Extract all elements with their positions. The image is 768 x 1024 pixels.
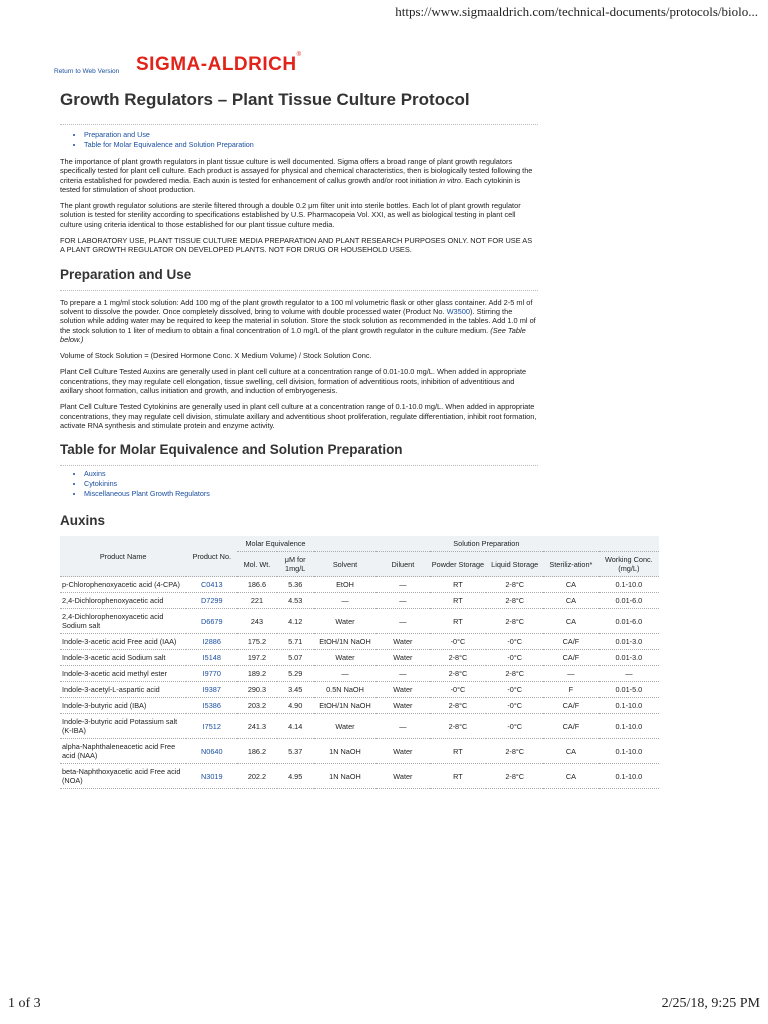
cell-mw: 221 — [237, 593, 276, 609]
product-link-w3500[interactable]: W3500 — [446, 306, 470, 316]
table-row — [60, 714, 659, 739]
cell-working: 0.1-10.0 — [599, 714, 659, 739]
table-row — [60, 609, 659, 634]
product-number-link[interactable]: I2886 — [202, 637, 221, 647]
cell-liquid: 2-8°C — [486, 609, 543, 634]
cell-working: 0.01-6.0 — [599, 609, 659, 634]
cell-steril: CA/F — [543, 698, 599, 714]
cell-name: Indole-3-acetic acid Sodium salt — [60, 650, 186, 666]
cell-mw: 175.2 — [237, 634, 276, 650]
col-product-no: Product No. — [186, 536, 237, 577]
cell-no — [186, 698, 237, 714]
prep-paragraph-cytokinins: Plant Cell Culture Tested Cytokinins are generally used in plant cell culture at a concentration range of 0.1-10.0 mg/L. When added in appropriate concentrations, they may regulate cell division, stimulate axillary and adventitious shoot proliferation, regulate differentiation, inhibit root formation, activate RNA synthesis and stimulate protein and enzyme activity. — [60, 402, 537, 430]
col-mol-wt: Mol. Wt. — [237, 552, 276, 577]
section-heading-preparation: Preparation and Use — [60, 266, 192, 282]
cell-working: — — [599, 666, 659, 682]
cell-um: 3.45 — [277, 682, 314, 698]
toc-item-molar-table[interactable] — [84, 140, 538, 150]
toc-link-preparation[interactable]: Preparation and Use — [84, 130, 150, 139]
cell-name: p-Chlorophenoxyacetic acid (4-CPA) — [60, 577, 186, 593]
cell-diluent: — — [376, 609, 429, 634]
cell-powder: 2-8°C — [430, 650, 487, 666]
brand-bar — [54, 52, 538, 78]
cell-liquid: 2-8°C — [486, 739, 543, 764]
intro-paragraph-1: The importance of plant growth regulators in plant tissue culture is well documented. Sigma offers a broad range of plant growth regulators specifically tested for plant cell culture. Each product is assayed for physical and chemical characteristics, then is biologically tested following the criteria established for powdered media. Each auxin is tested for enhancement of callus growth and/or root initiation in vitro. Each cytokinin is tested for stimulation of shoot production. — [60, 157, 533, 194]
section-heading-auxins: Auxins — [60, 513, 106, 529]
cell-working: 0.01-6.0 — [599, 593, 659, 609]
cell-steril: CA/F — [543, 714, 599, 739]
cell-powder: RT — [430, 764, 487, 789]
table-row — [60, 739, 659, 764]
cell-diluent: — — [376, 593, 429, 609]
cell-um: 4.14 — [277, 714, 314, 739]
cell-um: 4.53 — [277, 593, 314, 609]
cell-name: Indole-3-acetic acid Free acid (IAA) — [60, 634, 186, 650]
cell-mw: 197.2 — [237, 650, 276, 666]
cell-working: 0.1-10.0 — [599, 739, 659, 764]
cell-um: 5.36 — [277, 577, 314, 593]
cell-diluent: — — [376, 577, 429, 593]
cell-powder: RT — [430, 739, 487, 764]
print-footer-datetime: 2/25/18, 9:25 PM — [661, 996, 760, 1011]
cell-name: Indole-3-butyric acid (IBA) — [60, 698, 186, 714]
table-row — [60, 634, 659, 650]
cell-solvent: — — [314, 593, 377, 609]
cell-working: 0.01-3.0 — [599, 650, 659, 666]
prep-paragraph-auxins: Plant Cell Culture Tested Auxins are generally used in plant cell culture at a concentration range of 0.01-10.0 mg/L. When added in appropriate concentrations, they may regulate cell elongation, tissue swelling, cell division, formation of adventitious roots, inhibition of adventitious and axillary shoot formation, callus initiation and growth, and induction of embryogenesis. — [60, 367, 527, 396]
table-link-miscellaneous[interactable]: Miscellaneous Plant Growth Regulators — [84, 489, 210, 499]
col-product-name: Product Name — [60, 536, 186, 577]
cell-steril: CA — [543, 577, 599, 593]
cell-diluent: Water — [376, 739, 429, 764]
cell-name: Indole-3-butyric acid Potassium salt (K-IBA) — [60, 714, 186, 739]
product-number-link[interactable]: D6679 — [201, 616, 223, 626]
cell-powder: -0°C — [430, 682, 487, 698]
col-um-per-mgl: μM for 1mg/L — [277, 552, 314, 577]
col-diluent: Diluent — [376, 552, 429, 577]
cell-no — [186, 593, 237, 609]
cell-powder: RT — [430, 577, 487, 593]
cell-steril: F — [543, 682, 599, 698]
cell-mw: 290.3 — [237, 682, 276, 698]
cell-working: 0.01-5.0 — [599, 682, 659, 698]
product-number-link[interactable]: D7299 — [201, 596, 223, 606]
cell-name: alpha-Naphthaleneacetic acid Free acid (NAA) — [60, 739, 186, 764]
cell-mw: 186.6 — [237, 577, 276, 593]
col-solvent: Solvent — [314, 552, 377, 577]
cell-liquid: -0°C — [486, 682, 543, 698]
cell-solvent: Water — [314, 609, 377, 634]
cell-um: 5.37 — [277, 739, 314, 764]
cell-powder: RT — [430, 609, 487, 634]
col-sterilization: Steriliz-ation* — [543, 552, 599, 577]
cell-diluent: — — [376, 666, 429, 682]
table-row — [60, 682, 659, 698]
toc-link-molar-table[interactable]: Table for Molar Equivalence and Solution Preparation — [84, 140, 254, 149]
cell-liquid: -0°C — [486, 698, 543, 714]
cell-diluent: Water — [376, 682, 429, 698]
table-of-contents — [60, 124, 538, 150]
group-solution-preparation: Solution Preparation — [314, 536, 659, 552]
cell-um: 5.71 — [277, 634, 314, 650]
cell-solvent: 0.5N NaOH — [314, 682, 377, 698]
cell-no — [186, 714, 237, 739]
cell-diluent: Water — [376, 634, 429, 650]
cell-powder: RT — [430, 593, 487, 609]
cell-mw: 203.2 — [237, 698, 276, 714]
cell-steril: CA/F — [543, 650, 599, 666]
cell-powder: 2-8°C — [430, 714, 487, 739]
document-content — [54, 52, 653, 789]
product-number-link[interactable]: I9770 — [202, 669, 221, 679]
cell-solvent: 1N NaOH — [314, 739, 377, 764]
cell-diluent: — — [376, 714, 429, 739]
cell-no — [186, 764, 237, 789]
cell-steril: CA — [543, 609, 599, 634]
cell-steril: CA — [543, 739, 599, 764]
cell-mw: 189.2 — [237, 666, 276, 682]
cell-working: 0.01-3.0 — [599, 634, 659, 650]
cell-name: Indole-3-acetyl-L-aspartic acid — [60, 682, 186, 698]
table-links — [60, 466, 538, 499]
cell-diluent: Water — [376, 764, 429, 789]
section-divider — [60, 290, 538, 291]
cell-working: 0.1-10.0 — [599, 577, 659, 593]
cell-solvent: Water — [314, 650, 377, 666]
prep-paragraph-1: To prepare a 1 mg/ml stock solution: Add 100 mg of the plant growth regulator to a 100 ml volumetric flask or other glass container. Add 2-5 ml of solvent to dissolve the powder. Once completely dissolved, bring to volume with double processed water (Product No. W3500). Stirring the solution while adding water may be required to keep the material in solution. Store the stock solution as recommended in the tables. Add 1.0 ml of the stock solution to 1 liter of medium to obtain a final concentration of 1.0 mg/L of the plant growth regulator in the culture medium. (See Table below.) — [60, 297, 536, 344]
cell-no — [186, 666, 237, 682]
cell-solvent: 1N NaOH — [314, 764, 377, 789]
cell-mw: 202.2 — [237, 764, 276, 789]
cell-liquid: 2-8°C — [486, 764, 543, 789]
return-to-web-version-link[interactable]: Return to Web Version — [54, 68, 120, 75]
logo-text: SIGMA-ALDRICH — [136, 54, 297, 75]
cell-name: beta-Naphthoxyacetic acid Free acid (NOA) — [60, 764, 186, 789]
cell-solvent: EtOH — [314, 577, 377, 593]
cell-um: 4.95 — [277, 764, 314, 789]
cell-mw: 186.2 — [237, 739, 276, 764]
cell-name: 2,4-Dichlorophenoxyacetic acid — [60, 593, 186, 609]
table-row — [60, 577, 659, 593]
table-row — [60, 593, 659, 609]
print-footer-page: 1 of 3 — [8, 996, 41, 1011]
table-row — [60, 764, 659, 789]
cell-steril: CA — [543, 764, 599, 789]
table-link-cytokinins[interactable]: Cytokinins — [84, 479, 118, 489]
table-link-auxins[interactable]: Auxins — [84, 469, 106, 479]
cell-name: 2,4-Dichlorophenoxyacetic acid Sodium salt — [60, 609, 186, 634]
cell-liquid: 2-8°C — [486, 666, 543, 682]
cell-solvent: EtOH/1N NaOH — [314, 698, 377, 714]
cell-no — [186, 609, 237, 634]
cell-steril: CA — [543, 593, 599, 609]
col-powder-storage: Powder Storage — [430, 552, 487, 577]
table-link-item[interactable] — [84, 479, 538, 489]
table-row — [60, 650, 659, 666]
cell-diluent: Water — [376, 650, 429, 666]
stock-solution-formula: Volume of Stock Solution = (Desired Hormone Conc. X Medium Volume) / Stock Solution Conc. — [60, 351, 372, 361]
cell-um: 4.12 — [277, 609, 314, 634]
cell-steril: CA/F — [543, 634, 599, 650]
cell-name: Indole-3-acetic acid methyl ester — [60, 666, 186, 682]
auxins-table — [60, 536, 659, 789]
product-number-link[interactable]: C0413 — [201, 580, 223, 590]
product-number-link[interactable]: N0640 — [201, 746, 223, 756]
cell-liquid: 2-8°C — [486, 577, 543, 593]
product-number-link[interactable]: I5148 — [202, 653, 221, 663]
product-number-link[interactable]: I7512 — [202, 721, 221, 731]
col-liquid-storage: Liquid Storage — [486, 552, 543, 577]
cell-no — [186, 739, 237, 764]
table-link-item[interactable] — [84, 489, 538, 499]
cell-working: 0.1-10.0 — [599, 698, 659, 714]
sigma-aldrich-logo — [136, 54, 302, 76]
cell-solvent: — — [314, 666, 377, 682]
cell-no — [186, 650, 237, 666]
page-title: Growth Regulators – Plant Tissue Culture Protocol — [60, 90, 470, 109]
toc-item-preparation[interactable] — [84, 130, 538, 140]
table-row — [60, 698, 659, 714]
cell-liquid: -0°C — [486, 650, 543, 666]
table-row — [60, 666, 659, 682]
cell-solvent: Water — [314, 714, 377, 739]
cell-no — [186, 577, 237, 593]
table-link-item[interactable] — [84, 469, 538, 479]
section-heading-molar-table: Table for Molar Equivalence and Solution Preparation — [60, 442, 403, 458]
registered-mark: ® — [296, 52, 302, 58]
usage-disclaimer: FOR LABORATORY USE, PLANT TISSUE CULTURE MEDIA PREPARATION AND PLANT RESEARCH PURPOSES ONLY. NOT FOR USE AS A PLANT GROWTH REGULATOR ON DEVELOPED PLANTS. NOT FOR DRUG OR HOUSEHOLD USES. — [60, 236, 533, 255]
cell-no — [186, 682, 237, 698]
intro-paragraph-2: The plant growth regulator solutions are sterile filtered through a double 0.2 μm filter unit into sterile bottles. Each lot of plant growth regulator solution is tested for sterility according to specifications established by U.S. Pharmacopeia Vol. XXI, as well as biological testing in plant cell culture using criteria identical to those established for our plant tissue culture media. — [60, 201, 521, 229]
cell-working: 0.1-10.0 — [599, 764, 659, 789]
product-number-link[interactable]: I5386 — [202, 701, 221, 711]
group-molar-equivalence: Molar Equivalence — [237, 536, 313, 552]
cell-powder: 2-8°C — [430, 666, 487, 682]
cell-um: 5.07 — [277, 650, 314, 666]
cell-solvent: EtOH/1N NaOH — [314, 634, 377, 650]
cell-powder: 2-8°C — [430, 698, 487, 714]
cell-liquid: -0°C — [486, 634, 543, 650]
cell-liquid: 2-8°C — [486, 593, 543, 609]
cell-um: 5.29 — [277, 666, 314, 682]
cell-liquid: -0°C — [486, 714, 543, 739]
product-number-link[interactable]: I9387 — [202, 685, 221, 695]
print-header-url: https://www.sigmaaldrich.com/technical-documents/protocols/biolo... — [395, 4, 758, 19]
cell-mw: 241.3 — [237, 714, 276, 739]
col-working-conc: Working Conc. (mg/L) — [599, 552, 659, 577]
cell-steril: — — [543, 666, 599, 682]
product-number-link[interactable]: N3019 — [201, 771, 223, 781]
cell-um: 4.90 — [277, 698, 314, 714]
cell-no — [186, 634, 237, 650]
cell-diluent: Water — [376, 698, 429, 714]
cell-powder: -0°C — [430, 634, 487, 650]
cell-mw: 243 — [237, 609, 276, 634]
